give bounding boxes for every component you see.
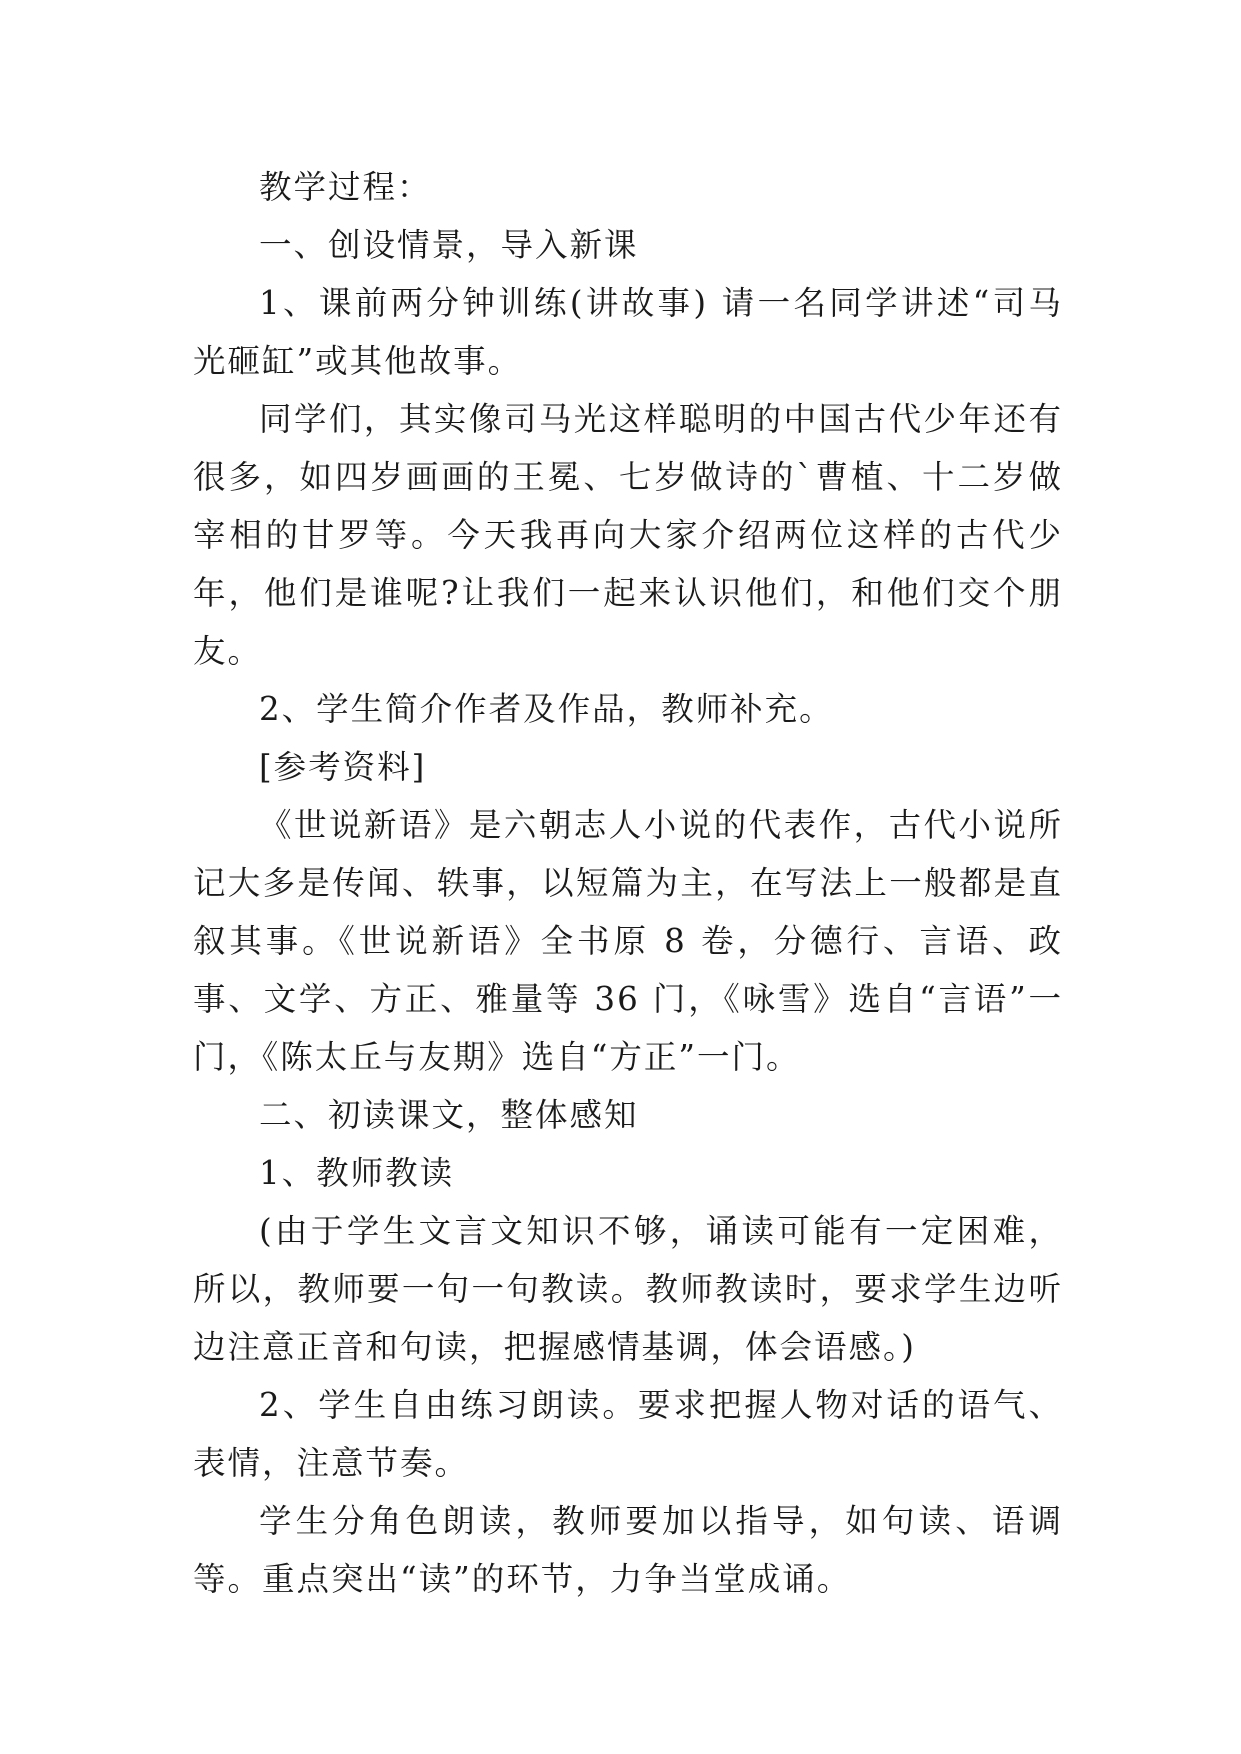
paragraph-step-2-2: 2、学生自由练习朗读。要求把握人物对话的语气、表情，注意节奏。 bbox=[193, 1386, 1063, 1482]
paragraph-heading-process: 教学过程： bbox=[259, 168, 432, 206]
paragraph-step-1-1: 1、课前两分钟训练(讲故事) 请一名同学讲述“司马光砸缸”或其他故事。 bbox=[193, 284, 1063, 380]
paragraph-section-2-title: 二、初读课文，整体感知 bbox=[259, 1096, 639, 1134]
paragraph-step-1-2: 2、学生简介作者及作品，教师补充。 bbox=[259, 690, 834, 728]
document-body bbox=[193, 158, 1063, 1608]
paragraph-step-2-1: 1、教师教读 bbox=[259, 1154, 455, 1192]
paragraph-section-1-title: 一、创设情景，导入新课 bbox=[259, 226, 639, 264]
paragraph-step-2-1-note: (由于学生文言文知识不够，诵读可能有一定困难，所以，教师要一句一句教读。教师教读时，要求学生边听边注意正音和句读，把握感情基调，体会语感。) bbox=[193, 1212, 1063, 1366]
paragraph-role-reading: 学生分角色朗读，教师要加以指导，如句读、语调等。重点突出“读”的环节，力争当堂成诵。 bbox=[193, 1502, 1063, 1598]
paragraph-intro-speech: 同学们，其实像司马光这样聪明的中国古代少年还有很多，如四岁画画的王冕、七岁做诗的`曹植、十二岁做宰相的甘罗等。今天我再向大家介绍两位这样的古代少年，他们是谁呢?让我们一起来认识他们，和他们交个朋友。 bbox=[193, 400, 1063, 670]
paragraph-reference-body: 《世说新语》是六朝志人小说的代表作，古代小说所记大多是传闻、轶事，以短篇为主，在写法上一般都是直叙其事。《世说新语》全书原 8 卷，分德行、言语、政事、文学、方正、雅量等 36 门，《咏雪》选自“言语”一门，《陈太丘与友期》选自“方正”一门。 bbox=[193, 806, 1063, 1076]
paragraph-reference-title: [参考资料] bbox=[259, 748, 427, 786]
